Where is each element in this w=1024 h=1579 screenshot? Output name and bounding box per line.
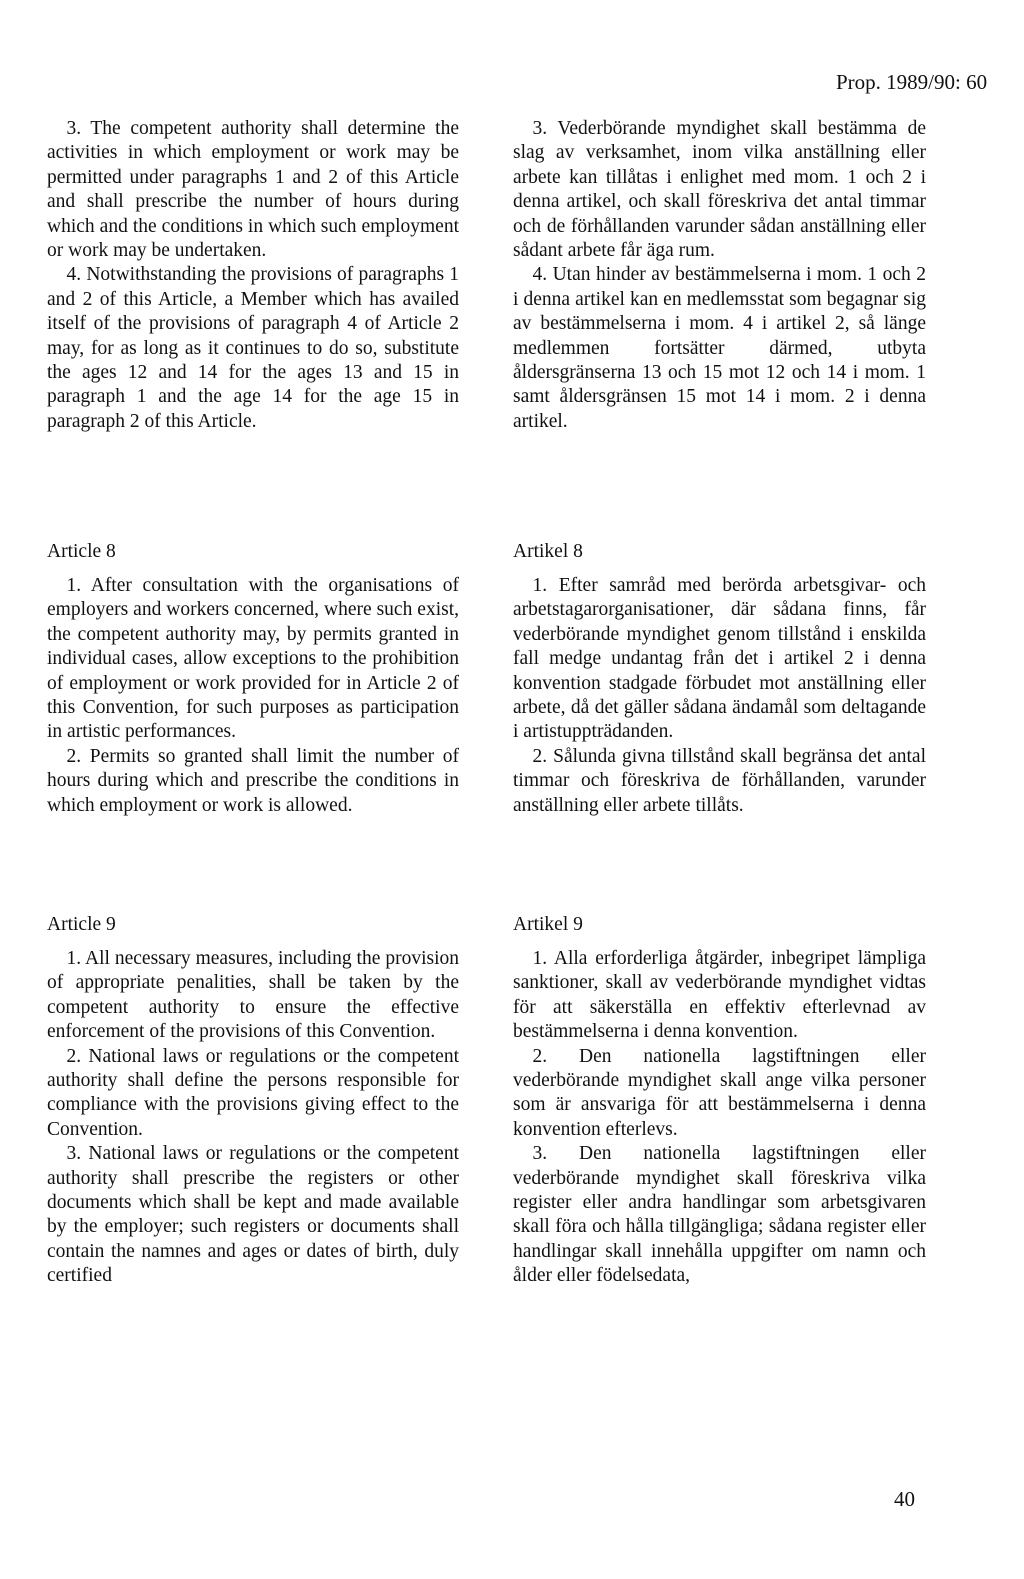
paragraph: 2. Den nationella lagstiftningen eller vederbörande myndighet skall ange vilka personer som är ansvariga för att bestämmelserna i denna konvention efterlevs. [513,1045,926,1140]
paragraph: 1. After consultation with the organisations of employers and workers concerned, where such exist, the competent authority may, by permits granted in individual cases, allow exceptions to the prohibition of employment or work provided for in Article 2 of this Convention, for such purposes as participation in artistic performances. [47,575,459,743]
paragraph: 3. Vederbörande myndighet skall bestämma de slag av verksamhet, inom vilka anställning eller arbete kan tillåtas i enlighet med mom. 1 och 2 i denna artikel, och skall föreskriva det antal timmar och de förhållanden varunder sådan anställning eller sådant arbete får äga rum. [513,118,926,262]
article-heading: Article 8 [47,541,116,562]
english-article8 [47,540,459,818]
paragraph: 3. The competent authority shall determine the activities in which employment or work may be permitted under paragraphs 1 and 2 of this Article and shall prescribe the number of hours during which and the conditions in which such employment or work may be undertaken. [47,118,459,262]
document-reference: Prop. 1989/90: 60 [836,70,988,94]
paragraph: 1. Efter samråd med berörda arbetsgivar- och arbetstagarorganisationer, där sådana finns, får vederbörande myndighet genom tillstånd i enskilda fall medge undantag från det i artikel 2 i denna konvention stadgade förbudet mot anställning eller arbete, då det gäller sådana ändamål som deltagande i artistuppträdanden. [513,575,926,743]
paragraph: 2. Sålunda givna tillstånd skall begränsa det antal timmar och föreskriva de förhållanden, varunder anställning eller arbete tillåts. [513,745,926,816]
paragraph: 4. Utan hinder av bestämmelserna i mom. 1 och 2 i denna artikel kan en medlemsstat som begagnar sig av bestämmelserna i mom. 4 i artikel 2, så länge medlemmen fortsätter därmed, utbyta åldersgränserna 13 och 15 mot 12 och 14 i mom. 1 samt åldersgränsen 15 mot 14 i mom. 2 i denna artikel. [513,264,926,432]
paragraph: 1. Alla erforderliga åtgärder, inbegripet lämpliga sanktioner, skall av vederbörande myndighet vidtas för att säkerställa en effektiv efterlevnad av bestämmelserna i denna konvention. [513,948,926,1043]
swedish-article9 [513,913,926,1289]
swedish-article7-continuation [513,117,926,434]
english-article7-continuation [47,117,459,434]
article-heading: Artikel 9 [513,914,583,935]
page-number: 40 [894,1487,915,1511]
paragraph: 2. Permits so granted shall limit the number of hours during which and prescribe the conditions in which employment or work is allowed. [47,745,459,816]
paragraph: 2. National laws or regulations or the competent authority shall define the persons responsible for compliance with the provisions giving effect to the Convention. [47,1045,459,1140]
paragraph: 1. All necessary measures, including the provision of appropriate penalities, shall be taken by the competent authority to ensure the effective enforcement of the provisions of this Convention. [47,948,459,1043]
article-heading: Artikel 8 [513,541,583,562]
paragraph: 3. National laws or regulations or the competent authority shall prescribe the registers or other documents which shall be kept and made available by the employer; such registers or documents shall contain the namnes and ages or dates of birth, duly certified [47,1143,459,1287]
paragraph: 3. Den nationella lagstiftningen eller vederbörande myndighet skall föreskriva vilka register eller andra handlingar som arbetsgivaren skall föra och hålla tillgängliga; sådana register eller handlingar skall innehålla uppgifter om namn och ålder eller födelsedata, [513,1143,926,1287]
paragraph: 4. Notwithstanding the provisions of paragraphs 1 and 2 of this Article, a Member which has availed itself of the provisions of paragraph 4 of Article 2 may, for as long as it continues to do so, substitute the ages 12 and 14 for the ages 13 and 15 in paragraph 1 and the age 14 for the age 15 in paragraph 2 of this Article. [47,264,459,432]
swedish-article8 [513,540,926,818]
article-heading: Article 9 [47,914,116,935]
english-article9 [47,913,459,1289]
